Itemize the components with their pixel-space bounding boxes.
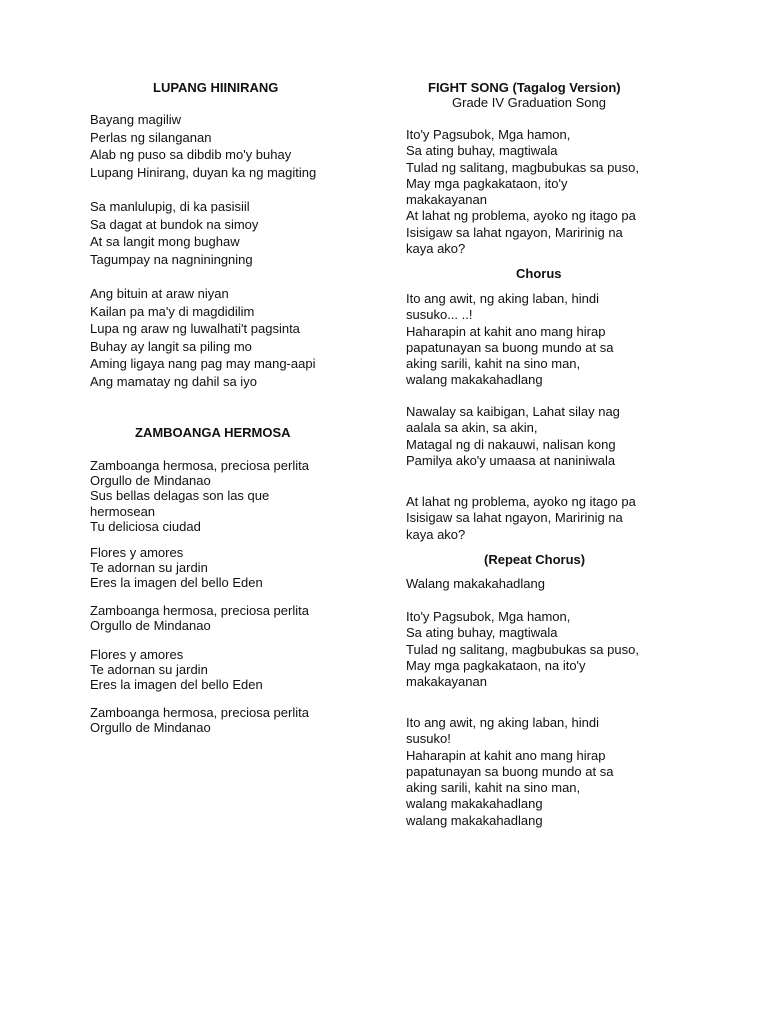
lyric-line: Tu deliciosa ciudad	[90, 518, 201, 534]
lyric-line: Ito'y Pagsubok, Mga hamon,	[406, 127, 571, 142]
lyric-line: Isisigaw sa lahat ngayon, Maririnig na	[406, 510, 623, 526]
lyric-line: Tulad ng salitang, magbubukas sa puso,	[406, 159, 639, 175]
lyric-line: Matagal ng di nakauwi, nalisan kong	[406, 436, 616, 452]
lyric-line: Eres la imagen del bello Eden	[90, 575, 263, 591]
lyric-line: Lupa ng araw ng luwalhati't pagsinta	[90, 321, 300, 337]
lyric-line: Kailan pa ma'y di magdidilim	[90, 303, 255, 319]
lyric-line: aking sarili, kahit na sino man,	[406, 356, 581, 372]
lyric-line: At sa langit mong bughaw	[90, 234, 240, 250]
lyric-line: makakayanan	[406, 192, 487, 208]
lyric-line: Tulad ng salitang, magbubukas sa puso,	[406, 641, 639, 657]
lyric-line: Sa ating buhay, magtiwala	[406, 143, 558, 159]
fight-subtitle: Grade IV Graduation Song	[452, 95, 606, 110]
lyric-line: Zamboanga hermosa, preciosa perlita	[90, 603, 309, 618]
lyric-line: May mga pagkakataon, na ito'y	[406, 657, 586, 673]
lyric-line: Orgullo de Mindanao	[90, 720, 211, 736]
lyric-line: kaya ako?	[406, 241, 466, 257]
zamboanga-stanza-2	[90, 545, 263, 591]
fight-stanza-5	[406, 609, 639, 690]
fight-stanza-2	[406, 404, 620, 469]
lyric-line: Ang bituin at araw niyan	[90, 286, 229, 301]
lyric-line: Haharapin at kahit ano mang hirap	[406, 323, 606, 339]
lyric-line: Haharapin at kahit ano mang hirap	[406, 747, 606, 763]
lyric-line: Ito ang awit, ng aking laban, hindi	[406, 715, 599, 730]
lyric-line: papatunayan sa buong mundo at sa	[406, 763, 614, 779]
lyric-line: Bayang magiliw	[90, 112, 182, 127]
fight-chorus	[406, 291, 613, 389]
lyric-line: aking sarili, kahit na sino man,	[406, 780, 581, 796]
fight-final-chorus	[406, 715, 613, 829]
lyric-line: Sa dagat at bundok na simoy	[90, 216, 259, 232]
lyric-line: susuko!	[406, 731, 451, 747]
lyric-line: Te adornan su jardin	[90, 662, 208, 678]
lyric-line: Te adornan su jardin	[90, 560, 208, 576]
zamboanga-stanza-3	[90, 603, 309, 633]
lyric-line: makakayanan	[406, 674, 487, 690]
lyric-line: walang makakahadlang	[406, 812, 543, 828]
lyric-line: Sa ating buhay, magtiwala	[406, 625, 558, 641]
lyric-line: hermosean	[90, 503, 156, 519]
lyric-line: Orgullo de Mindanao	[90, 473, 211, 489]
zamboanga-stanza-1	[90, 458, 309, 534]
lyric-line: Eres la imagen del bello Eden	[90, 677, 263, 693]
lyric-line: kaya ako?	[406, 526, 466, 542]
zamboanga-stanza-4	[90, 647, 263, 693]
lupang-stanza-1	[90, 111, 316, 181]
lyric-line: Walang makakahadlang	[406, 576, 545, 591]
lyric-line: susuko... ..!	[406, 307, 473, 323]
chorus-heading: Chorus	[516, 266, 562, 281]
lyric-line: At lahat ng problema, ayoko ng itago pa	[406, 494, 636, 509]
lyric-line: Ito'y Pagsubok, Mga hamon,	[406, 609, 571, 624]
lyric-line: Sus bellas delagas son las que	[90, 488, 270, 504]
zamboanga-title: ZAMBOANGA HERMOSA	[135, 425, 291, 440]
lupang-stanza-2	[90, 198, 258, 268]
lyric-line: walang makakahadlang	[406, 372, 543, 388]
lyric-line: Perlas ng silanganan	[90, 129, 212, 145]
lyric-line: May mga pagkakataon, ito'y	[406, 175, 568, 191]
lyric-line: Flores y amores	[90, 647, 184, 662]
fight-title: FIGHT SONG (Tagalog Version)	[428, 80, 621, 95]
lyric-line: Aming ligaya nang pag may mang-aapi	[90, 356, 316, 372]
lyric-line: Tagumpay na nagniningning	[90, 251, 253, 267]
lupang-title: LUPANG HIINIRANG	[153, 80, 279, 95]
fight-stanza-1	[406, 127, 639, 257]
lupang-stanza-3	[90, 285, 315, 391]
fight-stanza-3	[406, 494, 636, 543]
lyric-line: Zamboanga hermosa, preciosa perlita	[90, 705, 309, 720]
lyric-line: Lupang Hinirang, duyan ka ng magiting	[90, 164, 317, 180]
lyric-line: walang makakahadlang	[406, 796, 543, 812]
zamboanga-stanza-5	[90, 705, 309, 735]
lyric-line: At lahat ng problema, ayoko ng itago pa	[406, 208, 636, 224]
repeat-chorus-heading: (Repeat Chorus)	[484, 552, 586, 567]
lyric-line: Pamilya ako'y umaasa at naniniwala	[406, 452, 616, 468]
lyric-line: Isisigaw sa lahat ngayon, Maririnig na	[406, 224, 623, 240]
lyric-line: aalala sa akin, sa akin,	[406, 420, 538, 436]
lyric-line: Orgullo de Mindanao	[90, 618, 211, 634]
lyric-line: Sa manlulupig, di ka pasisiil	[90, 199, 250, 214]
lyric-line: Ito ang awit, ng aking laban, hindi	[406, 291, 599, 306]
lyric-line: Flores y amores	[90, 545, 184, 560]
lyric-line: Zamboanga hermosa, preciosa perlita	[90, 458, 309, 473]
fight-stanza-4	[406, 576, 545, 592]
lyric-line: Buhay ay langit sa piling mo	[90, 338, 252, 354]
lyric-line: Alab ng puso sa dibdib mo'y buhay	[90, 147, 292, 163]
lyric-line: Ang mamatay ng dahil sa iyo	[90, 373, 257, 389]
lyric-line: Nawalay sa kaibigan, Lahat silay nag	[406, 404, 620, 419]
lyric-line: papatunayan sa buong mundo at sa	[406, 339, 614, 355]
